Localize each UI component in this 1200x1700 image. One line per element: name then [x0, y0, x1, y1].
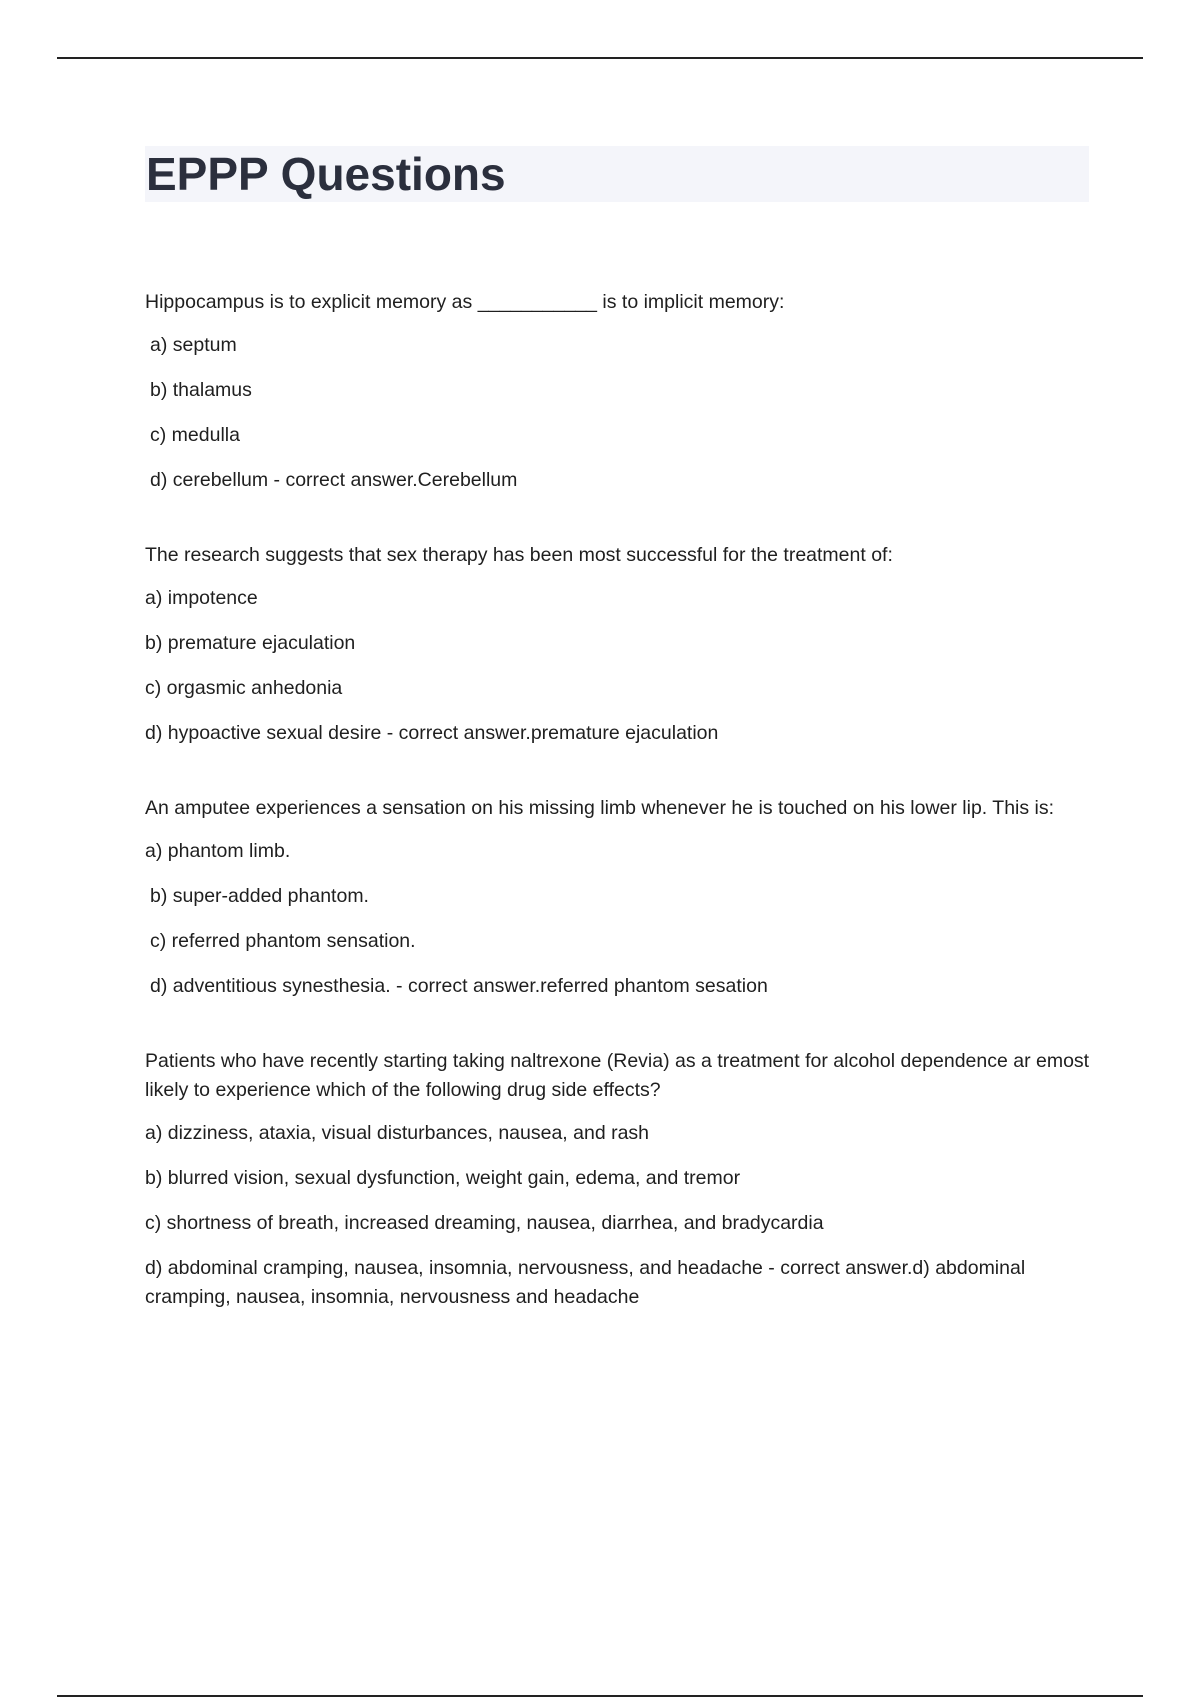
question-2: [145, 541, 1095, 748]
option-b: b) premature ejaculation: [145, 632, 356, 654]
option-b: b) blurred vision, sexual dysfunction, weight gain, edema, and tremor: [145, 1167, 741, 1189]
option-d-with-answer: d) abdominal cramping, nausea, insomnia, nervousness, and headache - correct answer.d) abdominal cramping, nausea, insomnia, nervousness and headache: [145, 1257, 1026, 1308]
option-a: a) phantom limb.: [145, 840, 291, 862]
question-1: [145, 288, 1095, 495]
question-3: [145, 794, 1095, 1001]
top-rule: [57, 57, 1143, 59]
bottom-rule: [57, 1695, 1143, 1697]
question-4: [145, 1047, 1095, 1312]
question-text: Hippocampus is to explicit memory as ___________ is to implicit memory:: [145, 291, 785, 313]
option-d-with-answer: d) cerebellum - correct answer.Cerebellum: [150, 469, 518, 491]
page-title: EPPP Questions: [146, 148, 506, 200]
option-a: a) impotence: [145, 587, 258, 609]
question-text: An amputee experiences a sensation on his missing limb whenever he is touched on his lower lip. This is:: [145, 797, 1055, 819]
question-list: [145, 288, 1095, 1312]
option-b: b) super-added phantom.: [150, 885, 369, 907]
question-text: Patients who have recently starting taking naltrexone (Revia) as a treatment for alcohol dependence ar emost likely to experience which of the following drug side effects?: [145, 1050, 1090, 1101]
option-c: c) shortness of breath, increased dreaming, nausea, diarrhea, and bradycardia: [145, 1212, 824, 1234]
option-b: b) thalamus: [150, 379, 252, 401]
option-d-with-answer: d) adventitious synesthesia. - correct answer.referred phantom sesation: [150, 975, 768, 997]
question-text: The research suggests that sex therapy has been most successful for the treatment of:: [145, 544, 893, 566]
option-c: c) orgasmic anhedonia: [145, 677, 343, 699]
option-a: a) dizziness, ataxia, visual disturbances, nausea, and rash: [145, 1122, 650, 1144]
option-c: c) medulla: [150, 424, 240, 446]
option-a: a) septum: [150, 334, 237, 356]
option-d-with-answer: d) hypoactive sexual desire - correct answer.premature ejaculation: [145, 722, 719, 744]
option-c: c) referred phantom sensation.: [150, 930, 416, 952]
